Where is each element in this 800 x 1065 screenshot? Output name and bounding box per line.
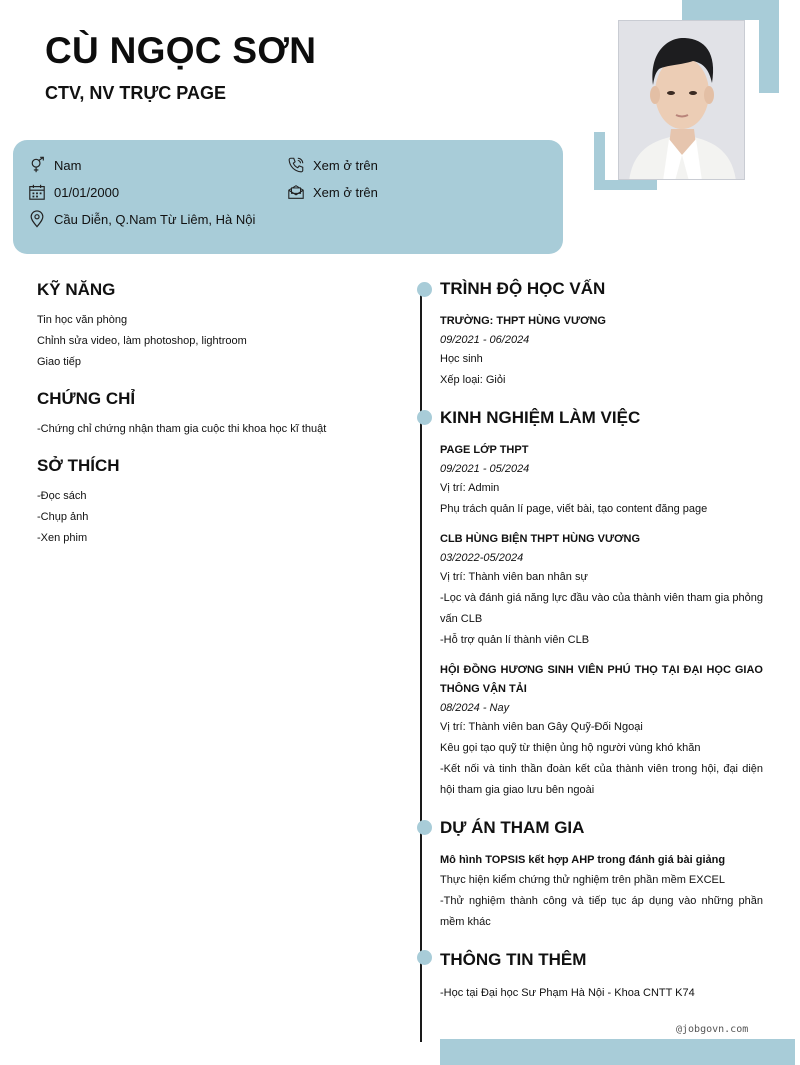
candidate-name: CÙ NGỌC SƠN: [45, 30, 317, 71]
watermark: @jobgovn.com: [676, 1024, 749, 1035]
timeline-dot-experience: [417, 410, 432, 425]
skill-item: Giao tiếp: [37, 356, 82, 368]
education-title: TRÌNH ĐỘ HỌC VẤN: [440, 279, 606, 298]
experience-org: HỘI ĐỒNG HƯƠNG SINH VIÊN PHÚ THỌ TẠI ĐẠI HỌC GIAO THÔNG VẬN TẢI: [440, 664, 763, 695]
decor-block-footer: [440, 1039, 795, 1065]
skills-section: [37, 280, 377, 373]
hobby-item: -Đọc sách: [37, 490, 87, 502]
certificates-title: CHỨNG CHỈ: [37, 389, 136, 408]
education-line: Học sinh: [440, 353, 483, 365]
email-icon: [287, 183, 305, 201]
experience-line: -Hỗ trợ quản lí thành viên CLB: [440, 634, 590, 646]
experience-section: [440, 407, 763, 801]
contact-gender: [28, 156, 81, 174]
hobbies-section: [37, 456, 377, 549]
experience-line: -Lọc và đánh giá năng lực đầu vào của thành viên tham gia phỏng vấn CLB: [440, 592, 763, 625]
additional-title: THÔNG TIN THÊM: [440, 950, 587, 969]
experience-line: Vị trí: Thành viên ban nhân sự: [440, 571, 588, 583]
projects-section: [440, 817, 763, 933]
project-line: Thực hiện kiểm chứng thử nghiệm trên phần mềm EXCEL: [440, 874, 726, 886]
experience-org: CLB HÙNG BIỆN THPT HÙNG VƯƠNG: [440, 533, 641, 545]
additional-line: -Học tại Đại học Sư Phạm Hà Nội - Khoa CNTT K74: [440, 987, 695, 999]
education-section: [440, 278, 763, 391]
address-value: Cầu Diễn, Q.Nam Từ Liêm, Hà Nội: [54, 211, 256, 227]
phone-value: Xem ở trên: [313, 157, 378, 173]
additional-section: [440, 949, 763, 1004]
experience-entry: [440, 441, 763, 520]
portrait-image: [619, 21, 745, 180]
hobby-item: -Chụp ảnh: [37, 511, 89, 523]
project-line: -Thử nghiệm thành công và tiếp tục áp dụng vào những phần mềm khác: [440, 895, 763, 928]
skill-item: Chỉnh sửa video, làm photoshop, lightroom: [37, 335, 247, 347]
hobby-item: -Xen phim: [37, 532, 88, 544]
education-entry: [440, 312, 763, 391]
contact-phone: [287, 156, 378, 174]
gender-icon: [28, 156, 46, 174]
experience-line: Phụ trách quản lí page, viết bài, tạo content đăng page: [440, 503, 708, 515]
timeline-dot-education: [417, 282, 432, 297]
contact-email: [287, 183, 378, 201]
profile-photo: [618, 20, 745, 180]
contact-birthday: [28, 183, 119, 201]
education-line: Xếp loại: Giỏi: [440, 374, 506, 386]
experience-line: Kêu gọi tạo quỹ từ thiện ủng hộ người vùng khó khăn: [440, 742, 701, 754]
hobbies-title: SỞ THÍCH: [37, 456, 120, 475]
experience-entry: [440, 661, 763, 801]
decor-block-right-bar: [759, 0, 779, 93]
projects-title: DỰ ÁN THAM GIA: [440, 818, 585, 837]
certificate-item: -Chứng chỉ chứng nhận tham gia cuộc thi khoa học kĩ thuật: [37, 423, 327, 435]
experience-line: Vị trí: Thành viên ban Gây Quỹ-Đối Ngoại: [440, 721, 643, 733]
project-name: Mô hình TOPSIS kết hợp AHP trong đánh giá bài giảng: [440, 854, 726, 866]
left-column: [37, 280, 377, 565]
timeline-line: [420, 290, 422, 1042]
certificates-section: [37, 389, 377, 440]
birthday-value: 01/01/2000: [54, 184, 120, 200]
timeline-dot-projects: [417, 820, 432, 835]
contact-address: [28, 210, 255, 228]
right-column: [440, 278, 763, 1020]
experience-date: 08/2024 - Nay: [440, 702, 510, 714]
experience-entry: [440, 530, 763, 651]
experience-date: 03/2022-05/2024: [440, 552, 524, 564]
phone-icon: [287, 156, 305, 174]
calendar-icon: [28, 183, 46, 201]
job-title: CTV, NV TRỰC PAGE: [45, 83, 226, 103]
gender-value: Nam: [54, 157, 82, 173]
project-entry: [440, 851, 763, 933]
experience-line: -Kết nối và tinh thần đoàn kết của thành viên trong hội, đại diện hội tham gia giao lưu bên ngoài: [440, 763, 763, 796]
location-pin-icon: [28, 210, 46, 228]
email-value: Xem ở trên: [313, 184, 378, 200]
timeline-dot-additional: [417, 950, 432, 965]
experience-date: 09/2021 - 05/2024: [440, 463, 530, 475]
skills-title: KỸ NĂNG: [37, 280, 116, 299]
experience-org: PAGE LỚP THPT: [440, 444, 529, 456]
decor-block-bottom-bar: [594, 180, 657, 190]
school-name: TRƯỜNG: THPT HÙNG VƯƠNG: [440, 315, 606, 327]
skill-item: Tin học văn phòng: [37, 314, 128, 326]
experience-title: KINH NGHIỆM LÀM VIỆC: [440, 408, 641, 427]
experience-line: Vị trí: Admin: [440, 482, 500, 494]
education-date: 09/2021 - 06/2024: [440, 334, 530, 346]
